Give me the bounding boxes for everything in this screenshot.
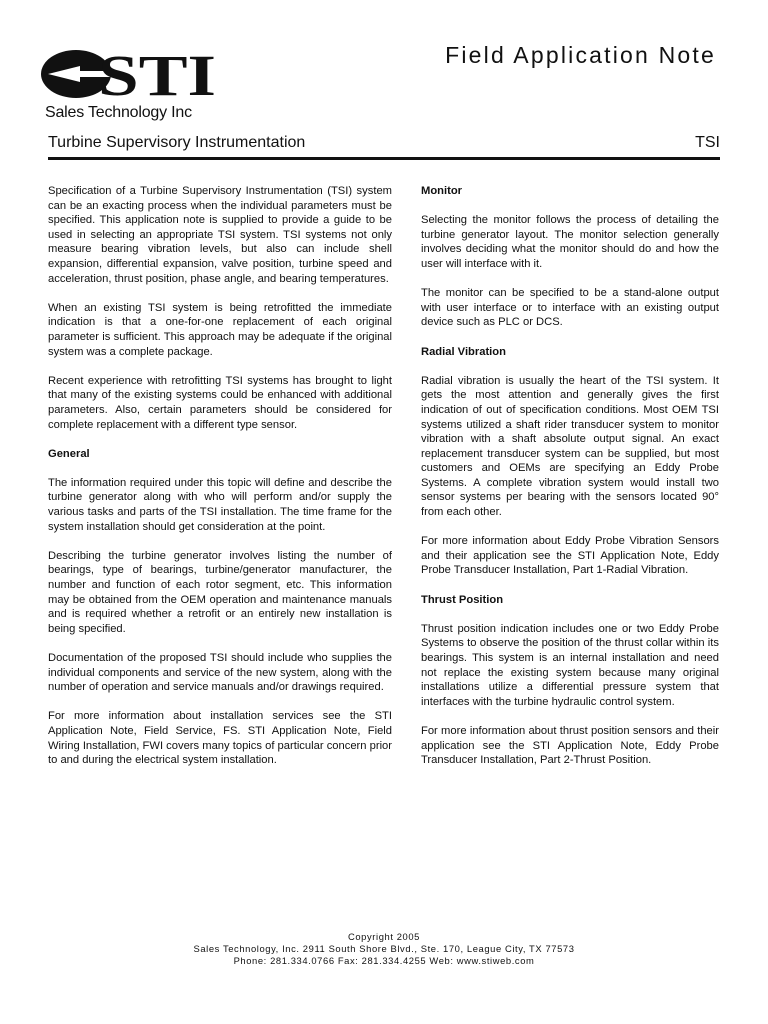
paragraph: For more information about thrust position sensors and their application see the STI Application Note, Eddy Probe Transducer Installation, Part 2-Thrust Position. xyxy=(421,724,719,767)
paragraph: For more information about Eddy Probe Vibration Sensors and their application see the STI Application Note, Eddy Probe Transducer Installation, Part 1-Radial Vibration. xyxy=(421,535,719,577)
sti-logo-mark xyxy=(40,44,220,104)
logo-letters: STI xyxy=(98,44,216,104)
footer-contact: Phone: 281.334.0766 Fax: 281.334.4255 Web: www.stiweb.com xyxy=(233,955,535,967)
right-column xyxy=(421,184,719,782)
paragraph: Radial vibration is usually the heart of the TSI system. It gets the most attention and generally gives the first indication of out of specification conditions. Most OEM TSI systems utilized a shaft rider transducer system to monitor vibration with a shaft absolute output signal. An exact replacement transducer system can be supplied, but most customers and OEMs are specifying an Eddy Probe Systems. A complete vibration system would install two sensor systems per bearing with the sensors located 90° from each other. xyxy=(421,374,719,519)
sti-logo xyxy=(40,44,220,124)
paragraph: Thrust position indication includes one or two Eddy Probe Systems to observe the position of the thrust collar within its bearings. This system is an internal installation and need not replace the existing system because many original installations utilize a differential pressure system that interfaces with the turbine hydraulic control system. xyxy=(421,622,719,708)
header-title: Turbine Supervisory Instrumentation xyxy=(48,134,306,151)
section-heading: Thrust Position xyxy=(421,593,504,606)
paragraph: For more information about installation services see the STI Application Note, Field Service, FS. STI Application Note, Field Wiring Installation, FWI covers many topics of particular concern prior to and during the electrical system installation. xyxy=(48,710,392,767)
footer xyxy=(0,931,768,968)
paragraph: Documentation of the proposed TSI should include who supplies the individual components and service of the new system, along with the number of operation and service manuals and/or drawings required. xyxy=(48,652,392,694)
footer-copyright: Copyright 2005 xyxy=(348,931,420,942)
header-rule xyxy=(48,157,720,160)
header-code: TSI xyxy=(695,134,720,151)
paragraph: Selecting the monitor follows the process of detailing the turbine generator layout. The monitor selection generally involves deciding what the monitor should do and how the user will interface with it. xyxy=(421,214,719,270)
paragraph: Describing the turbine generator involves listing the number of bearings, type of bearings, turbine/generator manufacturer, the number and function of each rotor segment, etc. This information may be obtained from the OEM operation and maintenance manuals and is required whether a retrofit or an entirely new installation is being specified. xyxy=(48,549,392,635)
paragraph: Specification of a Turbine Supervisory Instrumentation (TSI) system can be an exacting process when the individual parameters must be specified. This application note is supplied to provide a guide to be used in selecting an appropriate TSI system. TSI systems not only measure bearing vibration levels, but also can include shell expansion, differential expansion, valve position, turbine speed and acceleration, thrust position, phase angle, and bearing temperatures. xyxy=(48,185,392,285)
section-heading: Radial Vibration xyxy=(421,345,506,358)
section-heading: Monitor xyxy=(421,185,463,197)
section-heading: General xyxy=(48,447,90,460)
paragraph: The information required under this topic will define and describe the turbine generator along with who will perform and/or supply the various tasks and parts of the TSI installation. The time frame for the system installation should get consideration at the point. xyxy=(48,476,392,533)
left-column xyxy=(48,184,392,782)
paragraph: Recent experience with retrofitting TSI systems has brought to light that many of the existing systems could be enhanced with additional parameters. Also, certain parameters should be considered for complete replacement with a different type sensor. xyxy=(48,374,392,431)
logo-subtitle: Sales Technology Inc xyxy=(45,104,192,121)
document-type-title: Field Application Note xyxy=(445,42,716,68)
header-row xyxy=(48,134,720,156)
footer-address: Sales Technology, Inc. 2911 South Shore Blvd., Ste. 170, League City, TX 77573 xyxy=(193,943,575,955)
paragraph: When an existing TSI system is being retrofitted the immediate indication is that a one-for-one replacement of each original parameter is sufficient. This approach may be adequate if the original system was a complete package. xyxy=(48,301,392,358)
paragraph: The monitor can be specified to be a stand-alone output with user interface or to interface with an existing output device such as PLC or DCS. xyxy=(421,287,719,329)
